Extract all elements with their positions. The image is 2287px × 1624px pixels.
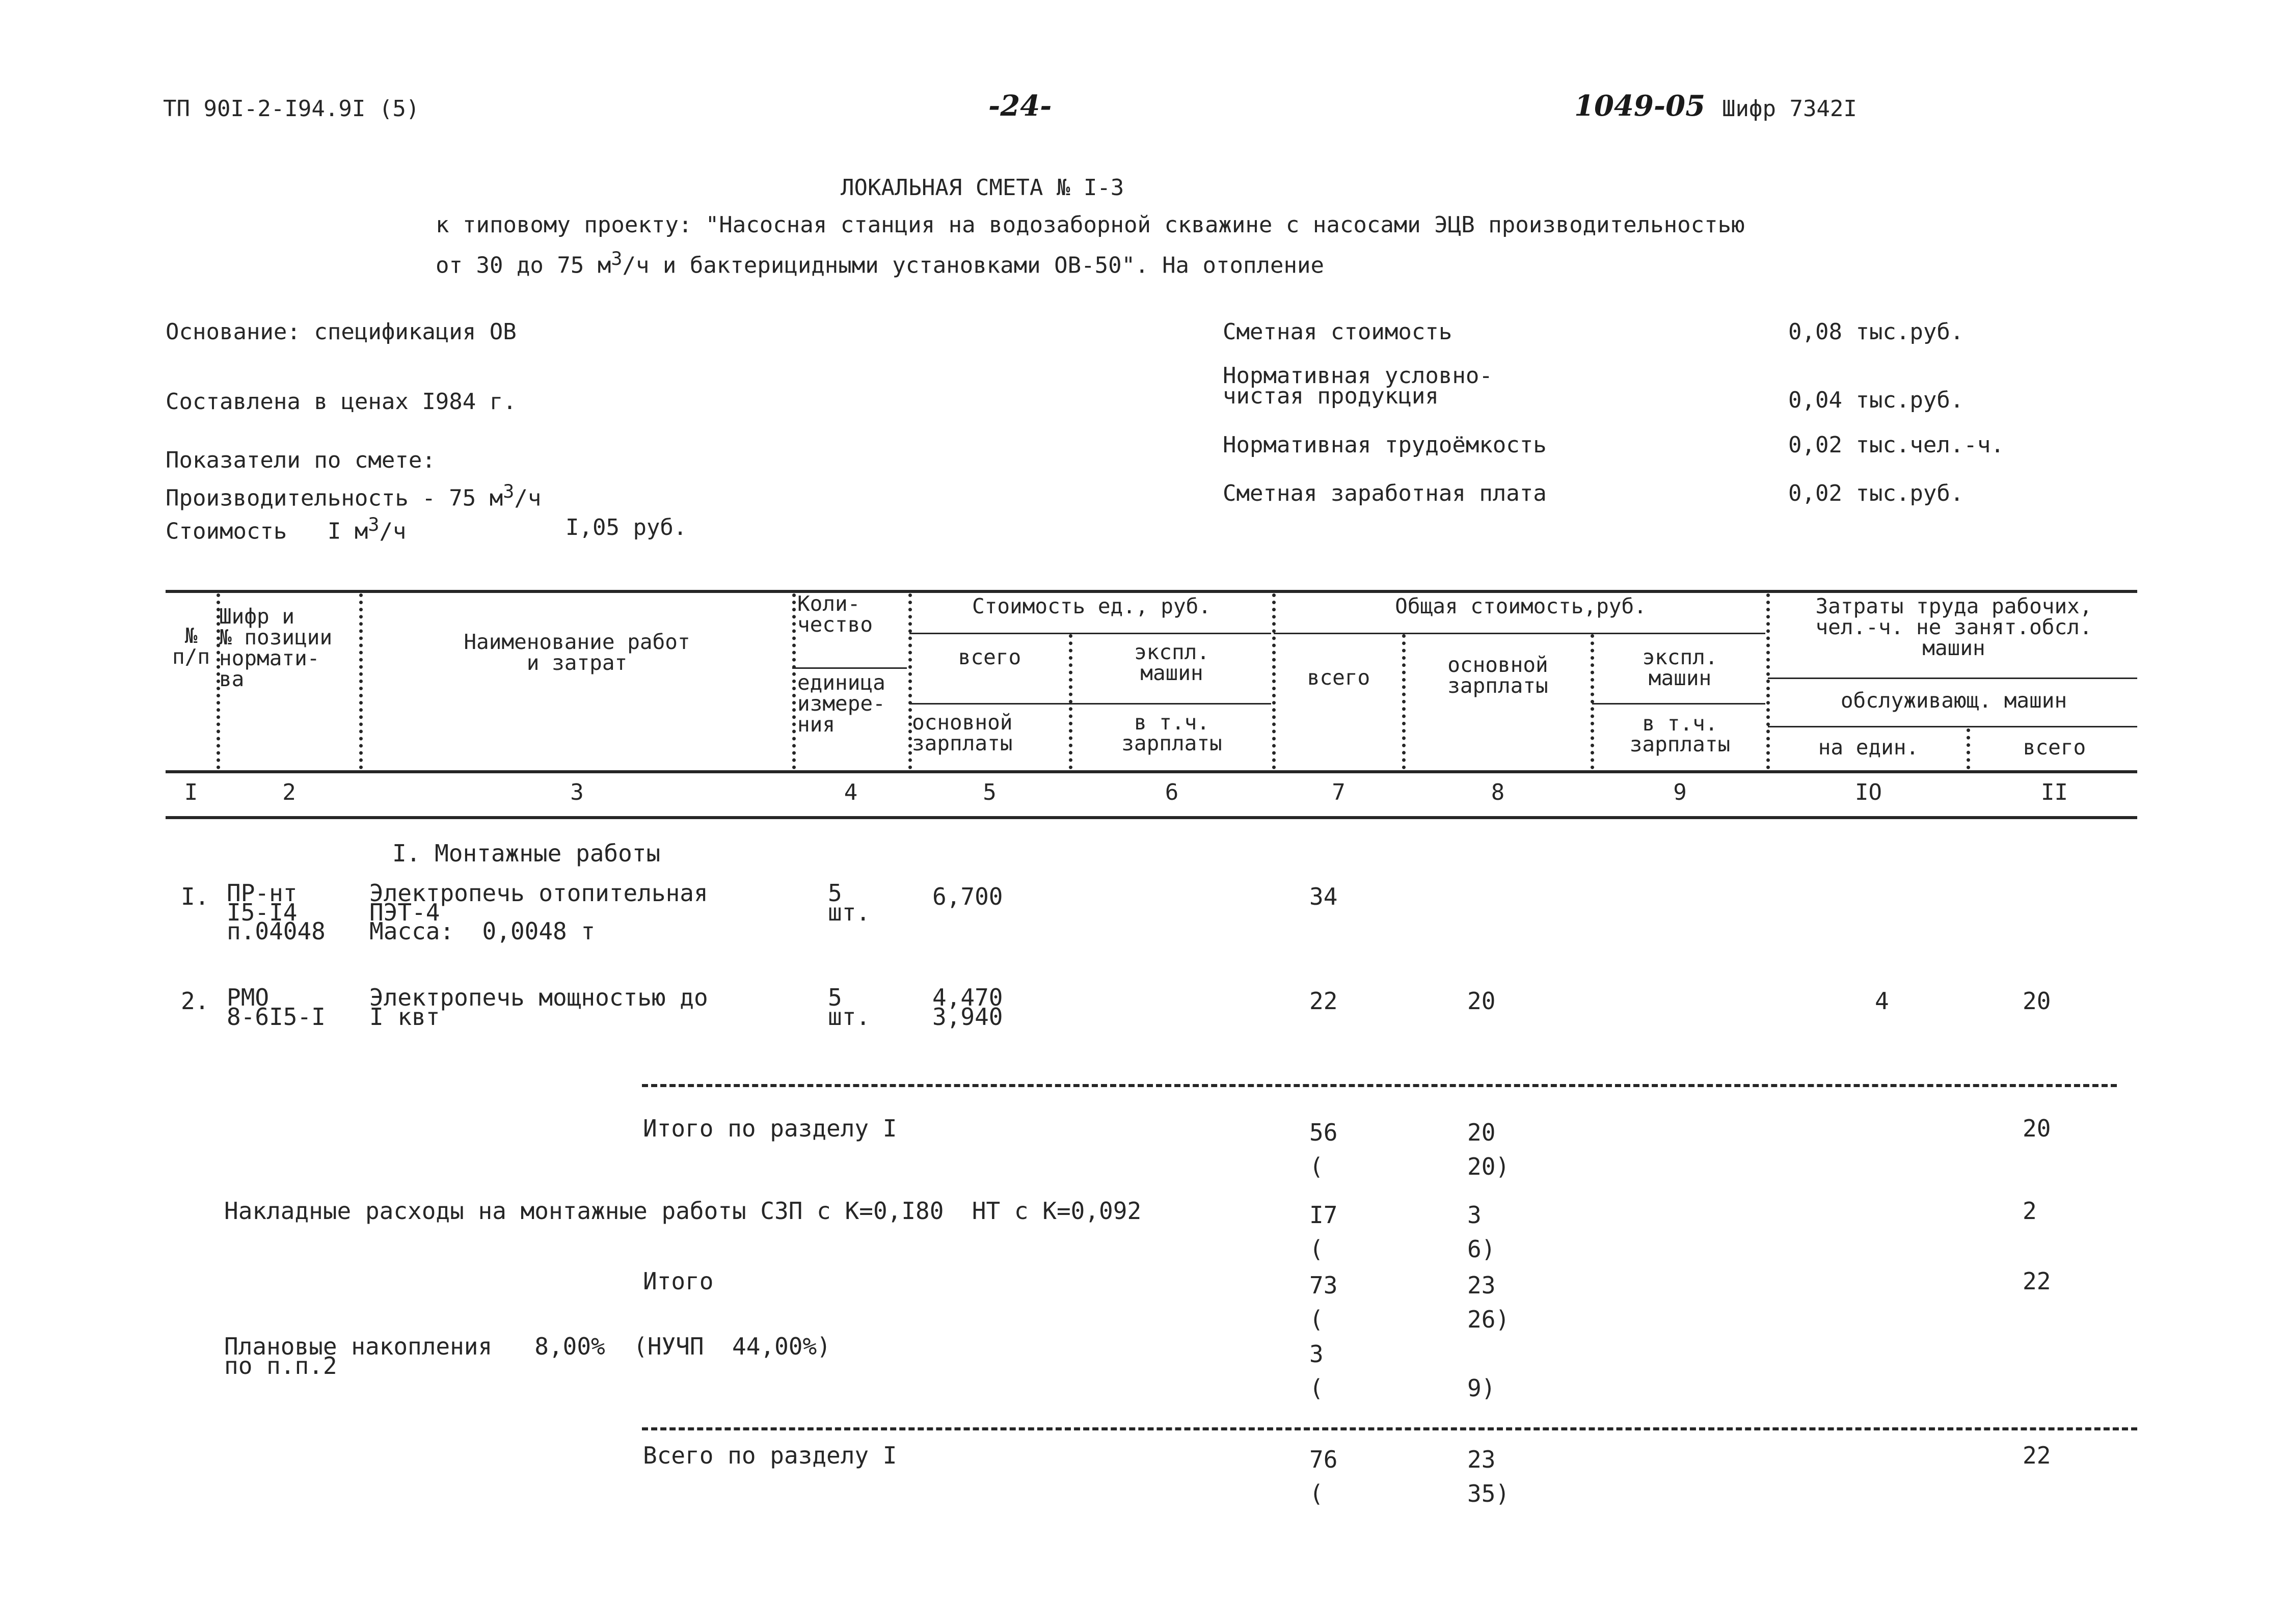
col-number: 3 — [570, 779, 584, 805]
item-number: I. — [181, 883, 209, 910]
section-grand-total-label: Всего по разделу I — [643, 1442, 897, 1469]
unit-cost-subrule — [909, 633, 1271, 634]
planned-savings-salary: 9) — [1467, 1374, 1496, 1402]
labor-intensity-value: 0,02 тыс.чел.-ч. — [1788, 432, 2004, 458]
wage-label: Сметная заработная плата — [1223, 480, 1547, 506]
col-sep — [1272, 593, 1276, 769]
net-product-value: 0,04 тыс.руб. — [1788, 387, 1964, 413]
col-number: 8 — [1491, 779, 1505, 805]
col-number: 6 — [1165, 779, 1179, 805]
item-code: РМО 8-6I5-I — [227, 984, 326, 1031]
estimate-cost-label: Сметная стоимость — [1223, 319, 1452, 345]
dashed-separator — [642, 1427, 2137, 1430]
total-label: Итого — [643, 1267, 714, 1295]
header-col-1: № п/п — [172, 624, 210, 669]
subtotal-labor: 20 — [2023, 1115, 2051, 1142]
productivity: Производительность - 75 $м^3/ч$ — [166, 480, 542, 511]
col-number: 4 — [844, 779, 858, 805]
header-unit-machines: экспл. машин — [1134, 640, 1210, 685]
item-labor-unit: 4 — [1875, 987, 1889, 1015]
planned-savings-label: Плановые накопления 8,00% (НУЧП 44,00%) по п.п.2 — [224, 1333, 831, 1379]
section-grand-salary: 23 35) — [1467, 1446, 1510, 1507]
wage-value: 0,02 тыс.руб. — [1788, 480, 1964, 506]
unit-cost-indicator: Стоимость I $м^3/ч$ — [166, 513, 407, 545]
header-unit-salary: основной зарплаты — [912, 710, 1013, 755]
header-col-3: Наименование работ и затрат — [464, 630, 690, 675]
col-sep — [908, 593, 912, 769]
item-total: 22 — [1309, 987, 1338, 1015]
header-labor: Затраты труда рабочих, чел.-ч. не занят.обсл. машин — [1815, 594, 2092, 660]
header-unit-cost: Стоимость ед., руб. — [972, 594, 1211, 618]
title-line-2: от 30 до 75 $м^3/ч$ и бактерицидными установками ОВ-50". На отопление — [436, 248, 1324, 279]
total-salary: 23 26) — [1467, 1271, 1510, 1333]
header-col-4-top: Коли- чество — [797, 591, 873, 637]
document-heading: ЛОКАЛЬНАЯ СМЕТА № I-3 — [841, 175, 1124, 201]
item-salary: 20 — [1467, 987, 1496, 1015]
section-grand-labor: 22 — [2023, 1442, 2051, 1469]
col-number: II — [2041, 779, 2068, 805]
item-total: 34 — [1309, 883, 1338, 910]
subtotal-total: 56 ( — [1309, 1119, 1338, 1180]
col-numbers-rule — [166, 816, 2137, 819]
item-unit-cost: 6,700 — [932, 883, 1003, 910]
header-unit-total: всего — [958, 645, 1021, 669]
col-number: IO — [1855, 779, 1882, 805]
item-quantity: 5 шт. — [828, 879, 871, 926]
total-total: 73 ( — [1309, 1271, 1338, 1333]
item-quantity: 5 шт. — [828, 984, 871, 1031]
cipher: Шифр 7342I — [1722, 96, 1857, 122]
header-bottom-rule — [166, 770, 2137, 773]
indicators-label: Показатели по смете: — [166, 447, 436, 473]
header-total-machine-salary: в т.ч. зарплаты — [1629, 711, 1731, 756]
item-unit-cost: 4,470 3,940 — [932, 984, 1003, 1031]
labor-subrule-2 — [1768, 726, 2137, 727]
planned-savings-total: 3 ( — [1309, 1340, 1324, 1402]
col-sep — [359, 593, 363, 769]
basis: Основание: спецификация ОВ — [166, 319, 517, 345]
dashed-separator — [642, 1084, 2117, 1087]
header-col-4-bottom: единица измере- ния — [797, 670, 885, 737]
header-labor-total: всего — [2023, 735, 2086, 760]
col-sep — [1402, 634, 1406, 769]
col-sep — [1069, 634, 1072, 769]
overhead-salary: 3 6) — [1467, 1201, 1496, 1263]
labor-intensity-label: Нормативная трудоёмкость — [1223, 432, 1547, 458]
net-product-label: Нормативная условно- чистая продукция — [1223, 363, 1493, 409]
col-number: 5 — [983, 779, 997, 805]
header-total-machines: экспл. машин — [1642, 645, 1718, 690]
title-line-1: к типовому проекту: "Насосная станция на водозаборной скважине с насосами ЭЦВ производительностью — [436, 212, 1745, 238]
col-sep — [792, 593, 796, 769]
prices-year: Составлена в ценах I984 г. — [166, 389, 517, 415]
col-sep — [1591, 634, 1594, 769]
item-number: 2. — [181, 987, 209, 1015]
unit-cost-value: I,05 руб. — [566, 515, 687, 540]
col-sep — [1766, 593, 1770, 769]
subtotal-label: Итого по разделу I — [643, 1115, 897, 1142]
header-labor-service: обслуживающ. машин — [1840, 688, 2067, 713]
unit-cost-subrule-2 — [909, 703, 1271, 705]
header-labor-unit: на един. — [1818, 735, 1919, 760]
section-grand-total: 76 ( — [1309, 1446, 1338, 1507]
overhead-label: Накладные расходы на монтажные работы СЗП с К=0,I80 НТ с К=0,092 — [224, 1197, 1142, 1225]
handwritten-code: 1049-05 — [1574, 89, 1706, 123]
item-name: Электропечь отопительная ПЭТ-4 Масса: 0,0048 т — [369, 879, 708, 945]
header-col-2: Шифр и № позиции нормати- ва — [219, 604, 333, 691]
col-number: I — [184, 779, 198, 805]
labor-subrule-1 — [1768, 678, 2137, 679]
col-number: 2 — [282, 779, 296, 805]
col-sep — [1967, 728, 1970, 769]
section-title: I. Монтажные работы — [392, 840, 661, 867]
estimate-cost-value: 0,08 тыс.руб. — [1788, 319, 1964, 345]
header-total-cost: Общая стоимость,руб. — [1395, 594, 1647, 618]
total-labor: 22 — [2023, 1267, 2051, 1295]
header-total-salary: основной зарплаты — [1447, 653, 1548, 698]
qty-subrule — [792, 667, 907, 669]
table-top-rule — [166, 590, 2137, 593]
project-code: ТП 90I-2-I94.9I (5) — [163, 96, 420, 122]
item-code: ПР-нт I5-I4 п.04048 — [227, 879, 326, 945]
item-name: Электропечь мощностью до I квт — [369, 984, 708, 1031]
header-total-all: всего — [1307, 665, 1370, 690]
page-number: -24- — [988, 89, 1052, 123]
item-labor-total: 20 — [2023, 987, 2051, 1015]
machines-subrule — [1592, 703, 1765, 705]
col-number: 7 — [1332, 779, 1346, 805]
header-unit-machine-salary: в т.ч. зарплаты — [1121, 710, 1222, 755]
subtotal-salary: 20 20) — [1467, 1119, 1510, 1180]
overhead-total: I7 ( — [1309, 1201, 1338, 1263]
total-cost-subrule — [1274, 633, 1765, 634]
overhead-labor: 2 — [2023, 1197, 2037, 1225]
col-number: 9 — [1673, 779, 1687, 805]
